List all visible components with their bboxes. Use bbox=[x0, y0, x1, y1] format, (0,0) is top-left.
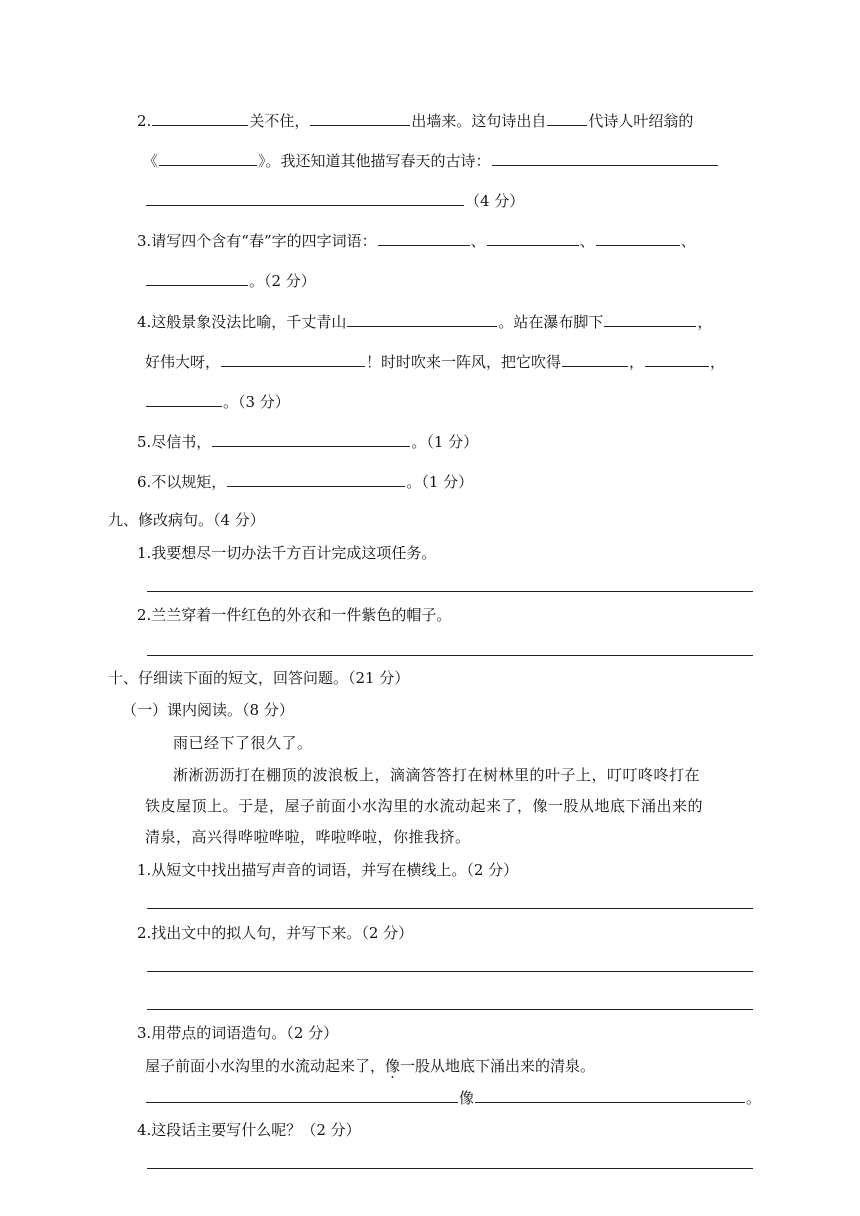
prompt-text: 3.请写四个含有“春”字的四字词语： bbox=[137, 232, 377, 250]
question-1: 1.从短文中找出描写声音的词语，并写在横线上。（2 分） bbox=[137, 861, 519, 879]
question-3: 3.用带点的词语造句。（2 分） bbox=[137, 1024, 339, 1042]
question-4: 4.这段话主要写什么呢？（2 分） bbox=[137, 1121, 361, 1139]
answer-blank[interactable] bbox=[475, 1087, 745, 1103]
prompt-text: 6.不以规矩， bbox=[137, 473, 227, 491]
subsection-heading: （一）课内阅读。（8 分） bbox=[122, 701, 294, 719]
answer-blank[interactable] bbox=[310, 110, 410, 126]
prompt-text: 。站在瀑布脚下 bbox=[498, 313, 604, 331]
item-number: 2. bbox=[137, 112, 152, 130]
answer-blank[interactable] bbox=[596, 230, 680, 246]
prompt-text: 关不住， bbox=[249, 112, 310, 130]
prompt-text: ！时时吹来一阵风，把它吹得 bbox=[366, 353, 562, 371]
prompt-text: 5.尽信书， bbox=[137, 433, 212, 451]
answer-blank[interactable] bbox=[146, 1087, 458, 1103]
q9-sentence-1: 1.我要想尽一切办法千方百计完成这项任务。 bbox=[137, 544, 437, 562]
answer-blank[interactable] bbox=[221, 351, 365, 367]
prompt-text: 》。我还知道其他描写春天的古诗： bbox=[258, 152, 491, 170]
question-3-answer bbox=[145, 1087, 761, 1109]
prompt-text: 好伟大呀， bbox=[145, 353, 221, 371]
q8-item2-line1 bbox=[137, 110, 693, 132]
answer-blank[interactable] bbox=[562, 351, 628, 367]
prompt-text: 4.这般景象没法比喻，千丈青山 bbox=[137, 313, 347, 331]
answer-blank[interactable] bbox=[378, 230, 470, 246]
question-2: 2.找出文中的拟人句，并写下来。（2 分） bbox=[137, 924, 414, 942]
question-3-sentence bbox=[145, 1055, 595, 1077]
score-text: 。（1 分） bbox=[411, 433, 479, 451]
passage-line: 铁皮屋顶上。于是，屋子前面小水沟里的水流动起来了，像一股从地底下涌出来的 bbox=[145, 797, 704, 815]
q8-item2-line3 bbox=[145, 190, 524, 212]
score-text: 。（1 分） bbox=[406, 473, 474, 491]
sentence-text: 一股从地底下涌出来的清泉。 bbox=[400, 1057, 596, 1075]
prompt-text: 代诗人叶绍翁的 bbox=[588, 112, 694, 130]
answer-blank[interactable] bbox=[227, 471, 405, 487]
answer-line[interactable] bbox=[147, 908, 753, 909]
separator: 、 bbox=[470, 232, 486, 250]
passage-line: 淅淅沥沥打在棚顶的波浪板上，滴滴答答打在树林里的叶子上，叮叮咚咚打在 bbox=[173, 766, 701, 784]
separator: 、 bbox=[579, 232, 595, 250]
answer-line[interactable] bbox=[147, 971, 753, 972]
q8-item4-line3 bbox=[145, 391, 290, 413]
answer-blank[interactable] bbox=[159, 150, 257, 166]
separator: 。 bbox=[746, 1089, 762, 1107]
answer-blank[interactable] bbox=[212, 431, 410, 447]
q8-item5 bbox=[137, 431, 478, 453]
section-10-heading: 十、仔细读下面的短文，回答问题。（21 分） bbox=[108, 669, 410, 687]
answer-blank[interactable] bbox=[347, 311, 497, 327]
q9-sentence-2: 2.兰兰穿着一件红色的外衣和一件紫色的帽子。 bbox=[137, 606, 452, 624]
passage-line: 清泉，高兴得哗啦哗啦，哗啦哗啦，你推我挤。 bbox=[145, 828, 471, 846]
answer-blank[interactable] bbox=[152, 110, 248, 126]
q8-item4-line1 bbox=[137, 311, 712, 333]
separator: 、 bbox=[680, 232, 696, 250]
answer-blank[interactable] bbox=[146, 190, 464, 206]
score-text: 。（3 分） bbox=[223, 393, 290, 411]
passage-paragraph-1: 雨已经下了很久了。 bbox=[173, 734, 313, 752]
q8-item3-line2 bbox=[145, 270, 316, 292]
answer-blank[interactable] bbox=[604, 311, 696, 327]
prompt-text: 出墙来。这句诗出自 bbox=[411, 112, 547, 130]
answer-line[interactable] bbox=[147, 1009, 753, 1010]
answer-blank[interactable] bbox=[487, 230, 579, 246]
separator: ， bbox=[710, 353, 726, 371]
score-text: 。（2 分） bbox=[249, 272, 316, 290]
q8-item4-line2 bbox=[145, 351, 725, 373]
answer-blank[interactable] bbox=[547, 110, 587, 126]
answer-blank[interactable] bbox=[645, 351, 709, 367]
prompt-text: 《 bbox=[143, 152, 159, 170]
answer-blank[interactable] bbox=[492, 150, 718, 166]
answer-blank[interactable] bbox=[146, 270, 248, 286]
q8-item2-line2 bbox=[143, 150, 719, 172]
answer-line[interactable] bbox=[147, 591, 753, 592]
answer-blank[interactable] bbox=[146, 391, 222, 407]
sentence-text: 屋子前面小水沟里的水流动起来了， bbox=[145, 1057, 386, 1075]
separator: ， bbox=[697, 313, 713, 331]
dotted-word: 像 bbox=[385, 1057, 401, 1075]
prompt-text: 像 bbox=[459, 1089, 475, 1107]
separator: ， bbox=[629, 353, 645, 371]
q8-item6 bbox=[137, 471, 473, 493]
q8-item3-line1 bbox=[137, 230, 696, 252]
section-9-heading: 九、修改病句。（4 分） bbox=[108, 511, 265, 529]
answer-line[interactable] bbox=[147, 655, 753, 656]
score-text: （4 分） bbox=[465, 192, 525, 210]
answer-line[interactable] bbox=[147, 1168, 753, 1169]
